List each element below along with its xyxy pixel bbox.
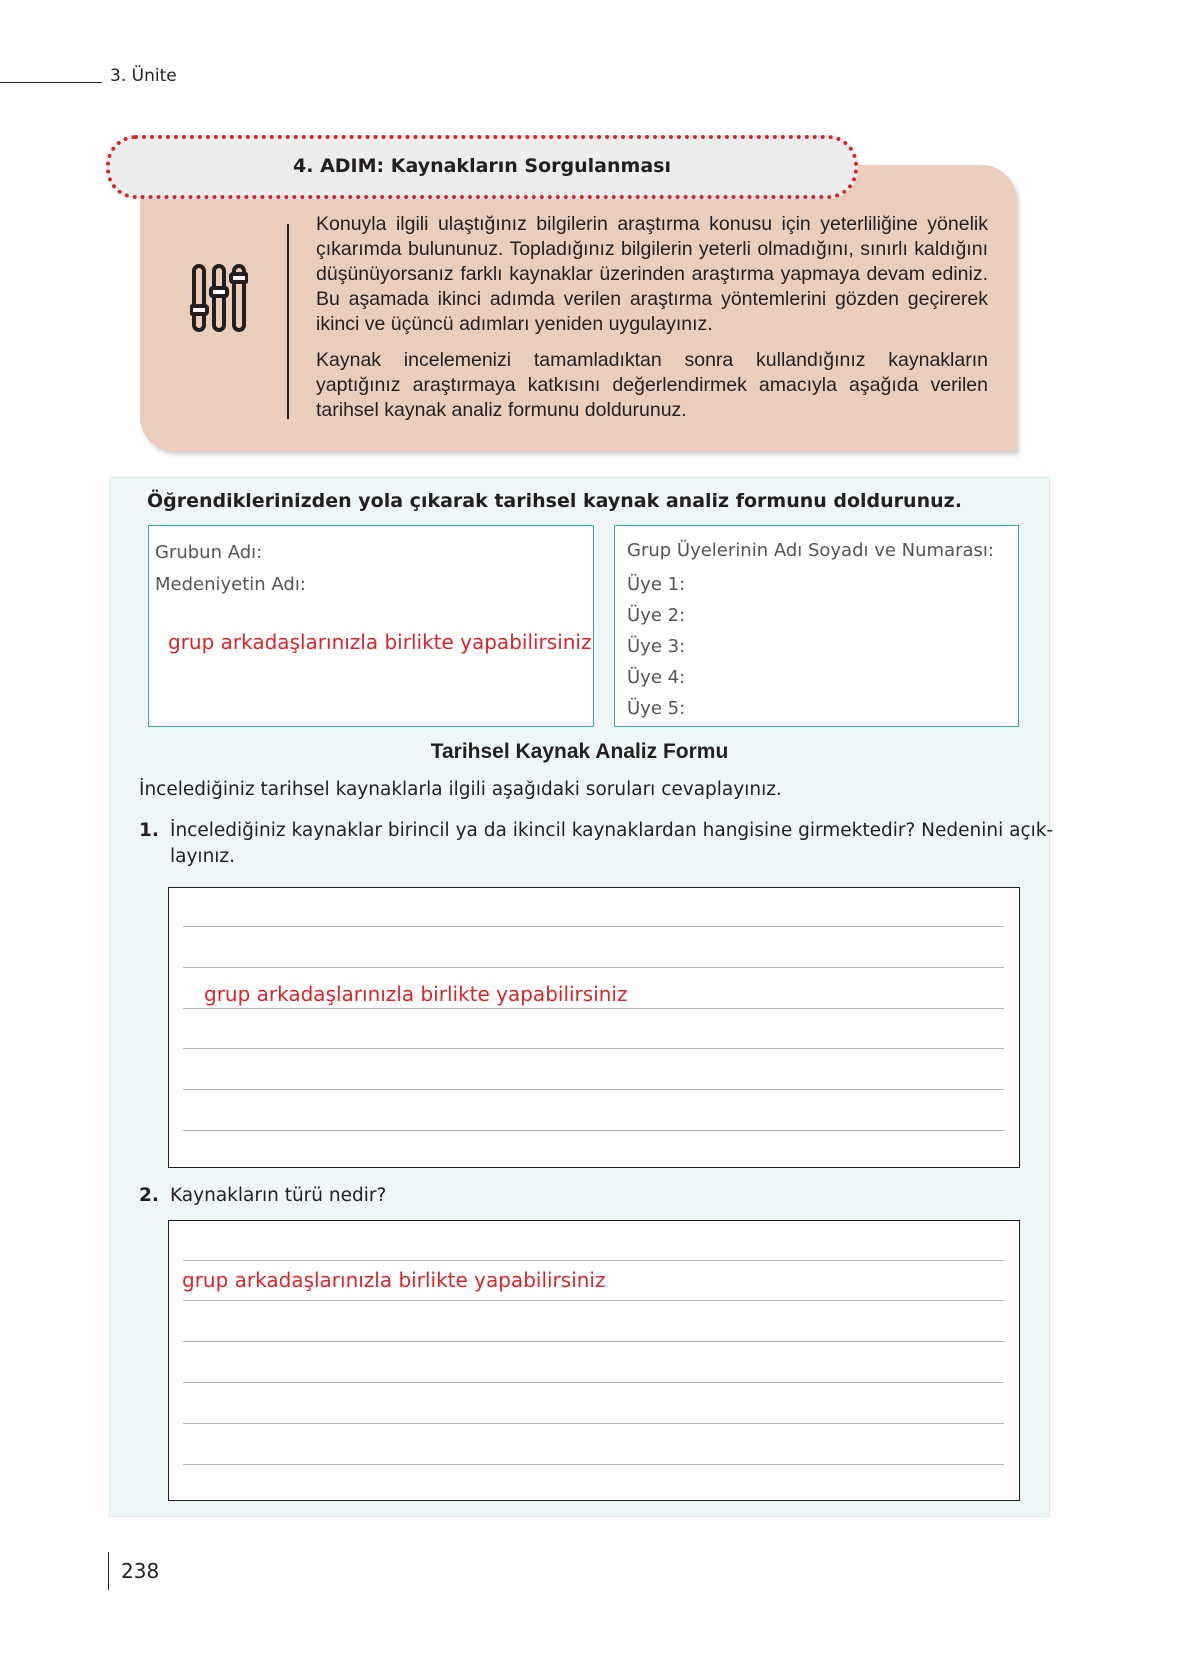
members-heading: Grup Üyelerinin Adı Soyadı ve Numarası: — [627, 540, 994, 561]
answer-2-rule — [183, 1382, 1004, 1383]
member-3-label: Üye 3: — [627, 636, 686, 657]
answer-1-rule — [183, 926, 1004, 927]
question-2-text: Kaynakların türü nedir? — [170, 1185, 387, 1206]
civilization-label: Medeniyetin Adı: — [155, 574, 306, 595]
answer-2-rule — [183, 1464, 1004, 1465]
answer-box-2[interactable] — [168, 1220, 1020, 1501]
member-1-label: Üye 1: — [627, 574, 686, 595]
group-info-box — [148, 525, 594, 727]
header-rule — [0, 82, 102, 83]
footer-rule — [108, 1552, 109, 1590]
answer-1-rule — [183, 1008, 1004, 1009]
answer-2-rule — [183, 1260, 1004, 1261]
answer-2-rule — [183, 1423, 1004, 1424]
member-4-label: Üye 4: — [627, 667, 686, 688]
answer-2-note: grup arkadaşlarınızla birlikte yapabilirsiniz — [182, 1268, 606, 1292]
answer-box-1[interactable] — [168, 887, 1020, 1168]
answer-1-rule — [183, 1130, 1004, 1131]
question-1-line-1: İncelediğiniz kaynaklar birincil ya da ikincil kaynaklardan hangisine girmektedir? Nedenini açık- — [170, 820, 1054, 841]
question-1-number: 1. — [139, 820, 159, 841]
question-2-number: 2. — [139, 1185, 159, 1206]
form-intro: İncelediğiniz tarihsel kaynaklarla ilgili aşağıdaki soruları cevaplayınız. — [139, 779, 782, 800]
answer-1-rule — [183, 1048, 1004, 1049]
member-5-label: Üye 5: — [627, 698, 686, 719]
answer-2-rule — [183, 1300, 1004, 1301]
card-divider — [287, 224, 289, 419]
answer-1-rule — [183, 967, 1004, 968]
page-number: 238 — [121, 1559, 160, 1583]
answer-2-rule — [183, 1341, 1004, 1342]
form-instruction: Öğrendiklerinizden yola çıkarak tarihsel kaynak analiz formunu doldurunuz. — [147, 490, 962, 512]
sliders-icon — [190, 262, 248, 334]
step-paragraph-2: Kaynak incelemenizi tamamladıktan sonra kullandığınız kaynakların yaptığınız araştırmaya katkısını değerlendirmek amacıyla aşağıda verilen tarihsel kaynak analiz formunu doldurunuz. — [316, 349, 988, 421]
step-title: 4. ADIM: Kaynakların Sorgulanması — [293, 155, 671, 177]
question-1-line-2: layınız. — [170, 846, 236, 867]
unit-label: 3. Ünite — [110, 66, 177, 86]
member-2-label: Üye 2: — [627, 605, 686, 626]
step-paragraph-1: Konuyla ilgili ulaştığınız bilgilerin araştırma konusu için yeterliliğine yönelik çıkarımda bulununuz. Topladığınız bilgilerin yeterli olmadığını, sınırlı kaldığını düşünüyorsanız farklı kaynaklar üzerinden araştırma yapmaya devam ediniz. Bu aşamada ikinci adımda verilen araştırma yöntemlerini gözden geçirerek ikinci ve üçüncü adımları yeniden uygulayınız. — [316, 213, 988, 335]
handwritten-note: grup arkadaşlarınızla birlikte yapabilirsiniz — [168, 630, 592, 654]
form-title: Tarihsel Kaynak Analiz Formu — [430, 740, 729, 763]
answer-1-rule — [183, 1089, 1004, 1090]
group-members-box — [614, 525, 1019, 727]
answer-1-note: grup arkadaşlarınızla birlikte yapabilirsiniz — [204, 982, 628, 1006]
group-name-label: Grubun Adı: — [155, 542, 263, 563]
